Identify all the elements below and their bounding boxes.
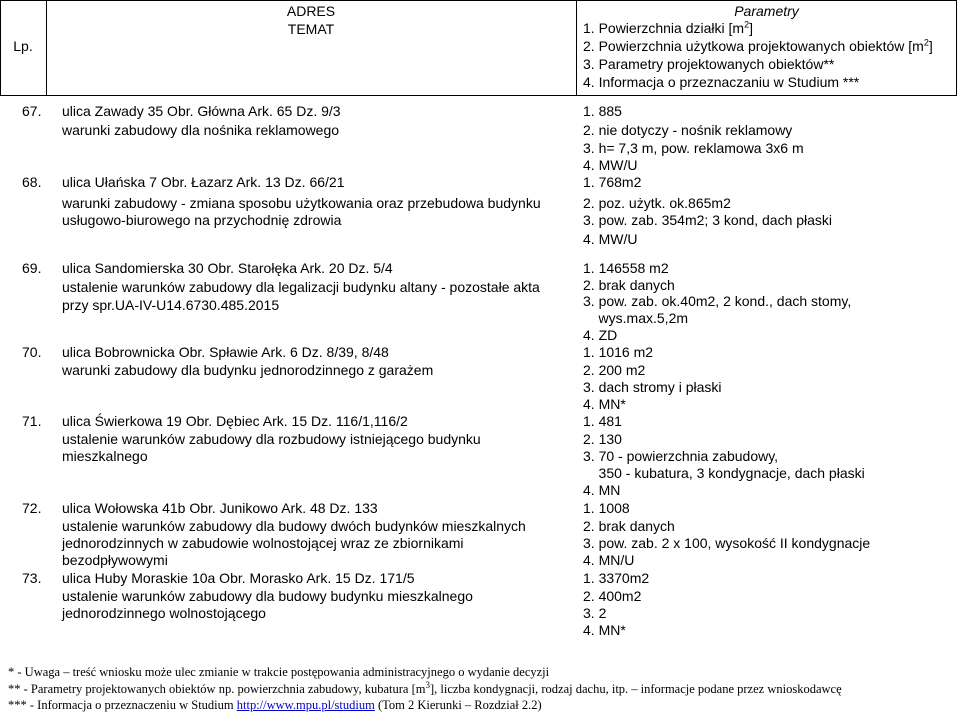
row-param: 4. MN: [583, 482, 621, 498]
row-param: 3. 2: [583, 605, 607, 621]
row-topic: jednorodzinnego wolnostojącego: [62, 605, 266, 621]
row-param: 3. pow. zab. 2 x 100, wysokość II kondygnacje: [583, 535, 871, 551]
row-topic: jednorodzinnych w zabudowie wolnostojącej wraz ze zbiornikami: [62, 535, 464, 551]
row-param: 3. dach stromy i płaski: [583, 379, 722, 395]
row-topic: warunki zabudowy dla nośnika reklamowego: [62, 122, 340, 138]
row-topic: usługowo-biurowego na przychodnię zdrowia: [62, 212, 342, 228]
row-address: ulica Świerkowa 19 Obr. Dębiec Ark. 15 Dz. 116/1,116/2: [62, 413, 408, 429]
row-topic: przy spr.UA-IV-U14.6730.485.2015: [62, 297, 280, 313]
row-address: ulica Zawady 35 Obr. Główna Ark. 65 Dz. 9/3: [62, 103, 341, 119]
row-address: ulica Huby Moraskie 10a Obr. Morasko Ark. 15 Dz. 171/5: [62, 570, 415, 586]
row-param: 1. 146558 m2: [583, 260, 669, 276]
row-param: 4. MN*: [583, 622, 626, 638]
row-address: ulica Wołowska 41b Obr. Junikowo Ark. 48 Dz. 133: [62, 500, 378, 516]
row-topic: ustalenie warunków zabudowy dla legalizacji budynku altany - pozostałe akta: [62, 279, 540, 295]
row-lp: 72.: [22, 500, 42, 516]
row-param: 4. MN/U: [583, 552, 635, 568]
row-address: ulica Ułańska 7 Obr. Łazarz Ark. 13 Dz. 66/21: [62, 174, 345, 190]
row-param: 1. 1016 m2: [583, 344, 654, 360]
row-param: 2. 130: [583, 431, 622, 447]
row-param: 3. h= 7,3 m, pow. reklamowa 3x6 m: [583, 140, 804, 156]
row-topic: warunki zabudowy - zmiana sposobu użytkowania oraz przebudowa budynku: [62, 195, 541, 211]
row-topic: ustalenie warunków zabudowy dla budowy dwóch budynków mieszkalnych: [62, 518, 526, 534]
row-param: 2. brak danych: [583, 277, 675, 293]
row-topic: ustalenie warunków zabudowy dla budowy budynku mieszkalnego: [62, 588, 473, 604]
row-lp: 68.: [22, 174, 42, 190]
footnote-1: * - Uwaga – treść wniosku może ulec zmianie w trakcie postępowania administracyjnego o wydanie decyzji: [8, 665, 550, 679]
row-lp: 67.: [22, 103, 42, 119]
header-param-1: 1. Powierzchnia działki $[m^2]$: [583, 19, 753, 36]
header-adres: ADRES: [286, 3, 336, 19]
row-param: 1. 481: [583, 413, 622, 429]
row-address: ulica Bobrownicka Obr. Spławie Ark. 6 Dz. 8/39, 8/48: [62, 344, 389, 360]
row-param: 2. 200 m2: [583, 362, 646, 378]
row-lp: 73.: [22, 570, 42, 586]
row-param: 4. MW/U: [583, 157, 638, 173]
studium-link[interactable]: http://www.mpu.pl/studium: [236, 698, 375, 712]
row-param: wys.max.5,2m: [583, 310, 689, 326]
row-param: 350 - kubatura, 3 kondygnacje, dach płaski: [583, 465, 865, 481]
row-param: 3. pow. zab. 354m2; 3 kond, dach płaski: [583, 212, 833, 228]
header-temat: TEMAT: [287, 21, 335, 37]
header-param-2: 2. Powierzchnia użytkowa projektowanych obiektów $[m^2]$: [583, 37, 933, 54]
row-topic: warunki zabudowy dla budynku jednorodzinnego z garażem: [62, 362, 434, 378]
row-topic: bezodpływowymi: [62, 552, 168, 568]
row-lp: 71.: [22, 413, 42, 429]
header-param-3: 3. Parametry projektowanych obiektów**: [583, 56, 835, 72]
row-lp: 70.: [22, 344, 42, 360]
row-topic: mieszkalnego: [62, 448, 148, 464]
row-param: 3. pow. zab. ok.40m2, 2 kond., dach stomy,: [583, 293, 852, 309]
row-address: ulica Sandomierska 30 Obr. Starołęka Ark. 20 Dz. 5/4: [62, 260, 393, 276]
row-topic: ustalenie warunków zabudowy dla rozbudowy istniejącego budynku: [62, 431, 481, 447]
row-param: 2. brak danych: [583, 518, 675, 534]
header-param-4: 4. Informacja o przeznaczaniu w Studium ***: [583, 74, 860, 90]
footnote-2: ** - Parametry projektowanych obiektów np. powierzchnia zabudowy, kubatura $[m^3]$, liczba kondygnacji, rodzaj dachu, itp. – informacje podane przez wnioskodawcę: [8, 679, 842, 696]
footnote-3: *** - Informacja o przeznaczeniu w Studium http://www.mpu.pl/studium (Tom 2 Kierunki – Rozdział 2.2): [8, 698, 542, 712]
row-param: 1. 3370m2: [583, 570, 650, 586]
row-param: 2. nie dotyczy - nośnik reklamowy: [583, 122, 793, 138]
row-param: 1. 1008: [583, 500, 630, 516]
row-param: 4. ZD: [583, 327, 618, 343]
header-parametry: Parametry: [734, 3, 799, 19]
row-param: 1. 885: [583, 103, 622, 119]
row-param: 3. 70 - powierzchnia zabudowy,: [583, 448, 779, 464]
row-lp: 69.: [22, 260, 42, 276]
row-param: 2. 400m2: [583, 588, 642, 604]
row-param: 1. 768m2: [583, 174, 642, 190]
row-param: 4. MN*: [583, 396, 626, 412]
row-param: 2. poz. użytk. ok.865m2: [583, 195, 731, 211]
header-lp: Lp.: [13, 38, 33, 54]
row-param: 4. MW/U: [583, 231, 638, 247]
